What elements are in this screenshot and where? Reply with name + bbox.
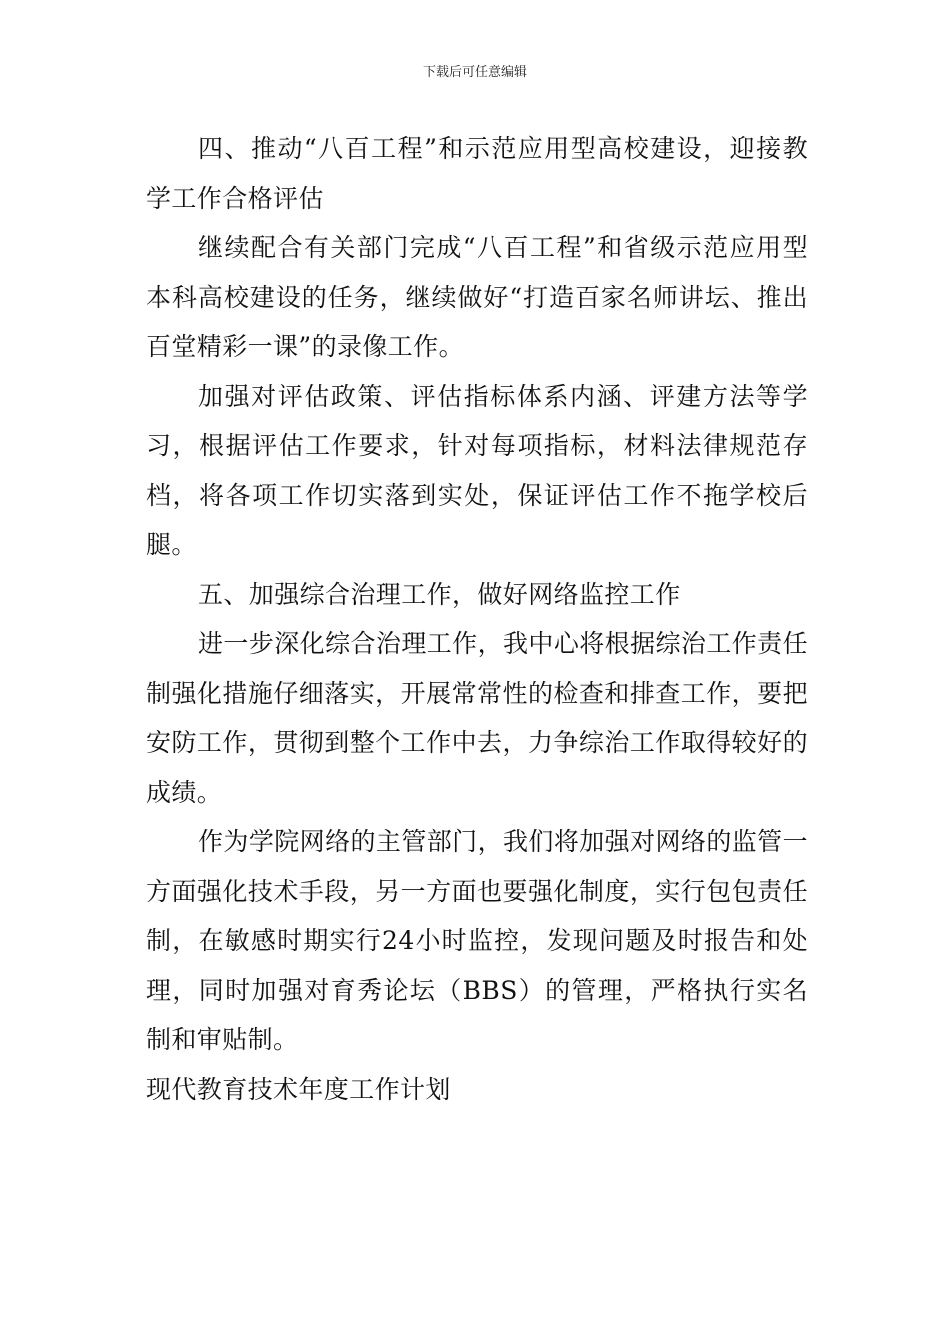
paragraph-comprehensive-governance: 进一步深化综合治理工作，我中心将根据综治工作责任制强化措施仔细落实，开展常常性的检查和排查工作，要把安防工作，贯彻到整个工作中去，力争综治工作取得较好的成绩。 xyxy=(146,629,808,807)
page-header-note: 下载后可任意编辑 xyxy=(422,65,527,80)
paragraph-eight-hundred-project: 继续配合有关部门完成“八百工程”和省级示范应用型本科高校建设的任务，继续做好“打造百家名师讲坛、推出百堂精彩一课”的录像工作。 xyxy=(146,233,808,361)
paragraph-network-supervision: 作为学院网络的主管部门，我们将加强对网络的监管一方面强化技术手段，另一方面也要强化制度，实行包包责任制，在敏感时期实行24小时监控，发现问题及时报告和处理，同时加强对育秀论坛（BBS）的管理，严格执行实名制和审贴制。 xyxy=(146,827,808,1054)
paragraph-evaluation: 加强对评估政策、评估指标体系内涵、评建方法等学习，根据评估工作要求，针对每项指标，材料法律规范存档，将各项工作切实落到实处，保证评估工作不拖学校后腿。 xyxy=(146,381,808,559)
section-heading-four: 四、推动“八百工程”和示范应用型高校建设，迎接教学工作合格评估 xyxy=(146,134,808,213)
section-heading-five: 五、加强综合治理工作，做好网络监控工作 xyxy=(198,579,681,609)
document-body xyxy=(146,124,808,1114)
next-document-title: 现代教育技术年度工作计划 xyxy=(146,1074,451,1104)
